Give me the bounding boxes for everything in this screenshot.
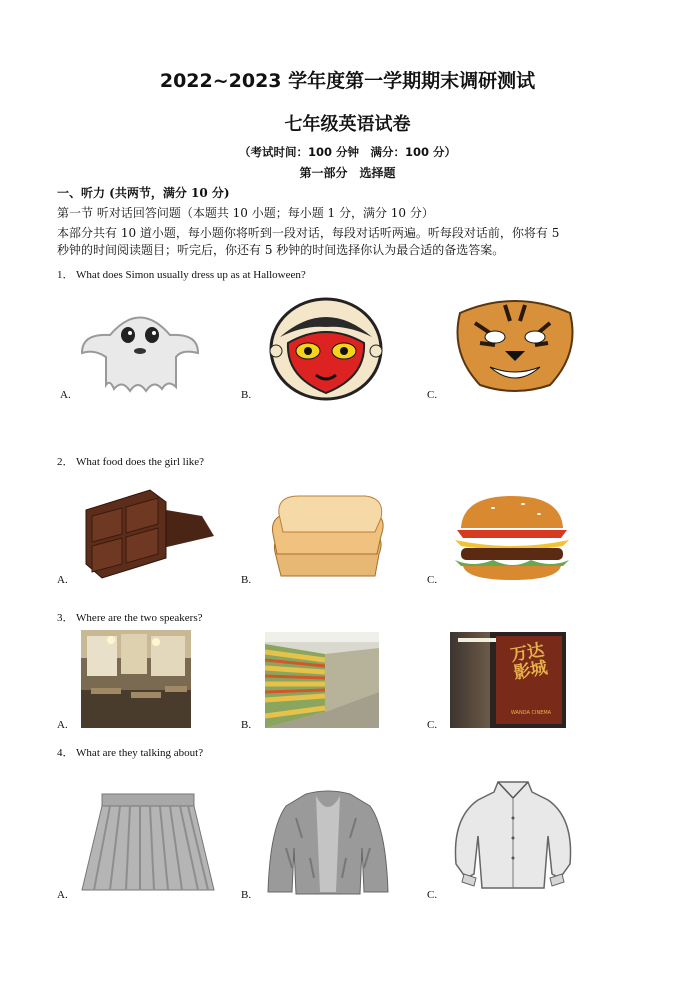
question-1: 1． What does Simon usually dress up as at Halloween?: [57, 269, 306, 281]
option-label: C.: [427, 574, 438, 586]
option-label: B.: [241, 889, 252, 901]
chocolate-image: [82, 488, 216, 580]
tiger-mask-image: [450, 293, 580, 395]
option-label: B.: [241, 574, 252, 586]
question-3: 3． Where are the two speakers?: [57, 612, 203, 624]
exam-title: 2022~2023 学年度第一学期期末调研测试: [159, 70, 536, 92]
fur-coat-image: [266, 788, 390, 898]
cinema-sign-en: WANDA CINEMA: [510, 710, 552, 716]
option-label: A.: [60, 389, 71, 401]
option-label: B.: [241, 719, 252, 731]
option-label: C.: [427, 389, 438, 401]
section-sub: 第一节 听对话回答问题（本题共 10 小题；每小题 1 分，满分 10 分）: [57, 206, 434, 220]
question-2: 2． What food does the girl like?: [57, 456, 205, 468]
section-heading: 一、听力 (共两节，满分 10 分): [57, 186, 230, 200]
skirt-image: [80, 792, 216, 896]
hamburger-image: [453, 494, 571, 582]
option-label: C.: [427, 889, 438, 901]
option-label: A.: [57, 889, 68, 901]
exam-subtitle: 七年级英语试卷: [284, 114, 411, 135]
question-4: 4． What are they talking about?: [57, 747, 204, 759]
option-label: B.: [241, 389, 252, 401]
section-instruction-2: 秒钟的时间阅读题目；听完后，你还有 5 秒钟的时间选择你认为最合适的备选答案。: [57, 243, 505, 257]
supermarket-image: [265, 632, 379, 728]
blouse-image: [452, 778, 574, 894]
cinema-image: [450, 632, 566, 728]
part-heading: 第一部分 选择题: [299, 166, 396, 180]
ghost-costume-image: [80, 305, 200, 397]
restaurant-image: [81, 630, 191, 728]
monkey-king-mask-image: [268, 297, 384, 401]
exam-info: （考试时间：100 分钟 满分：100 分）: [238, 145, 457, 159]
bread-slices-image: [265, 492, 387, 580]
cinema-sign: 万达影城: [508, 640, 550, 684]
section-instruction-1: 本部分共有 10 道小题，每小题你将听到一段对话，每段对话听两遍。听每段对话前，你将有 5: [57, 226, 560, 240]
option-label: C.: [427, 719, 438, 731]
option-label: A.: [57, 719, 68, 731]
option-label: A.: [57, 574, 68, 586]
